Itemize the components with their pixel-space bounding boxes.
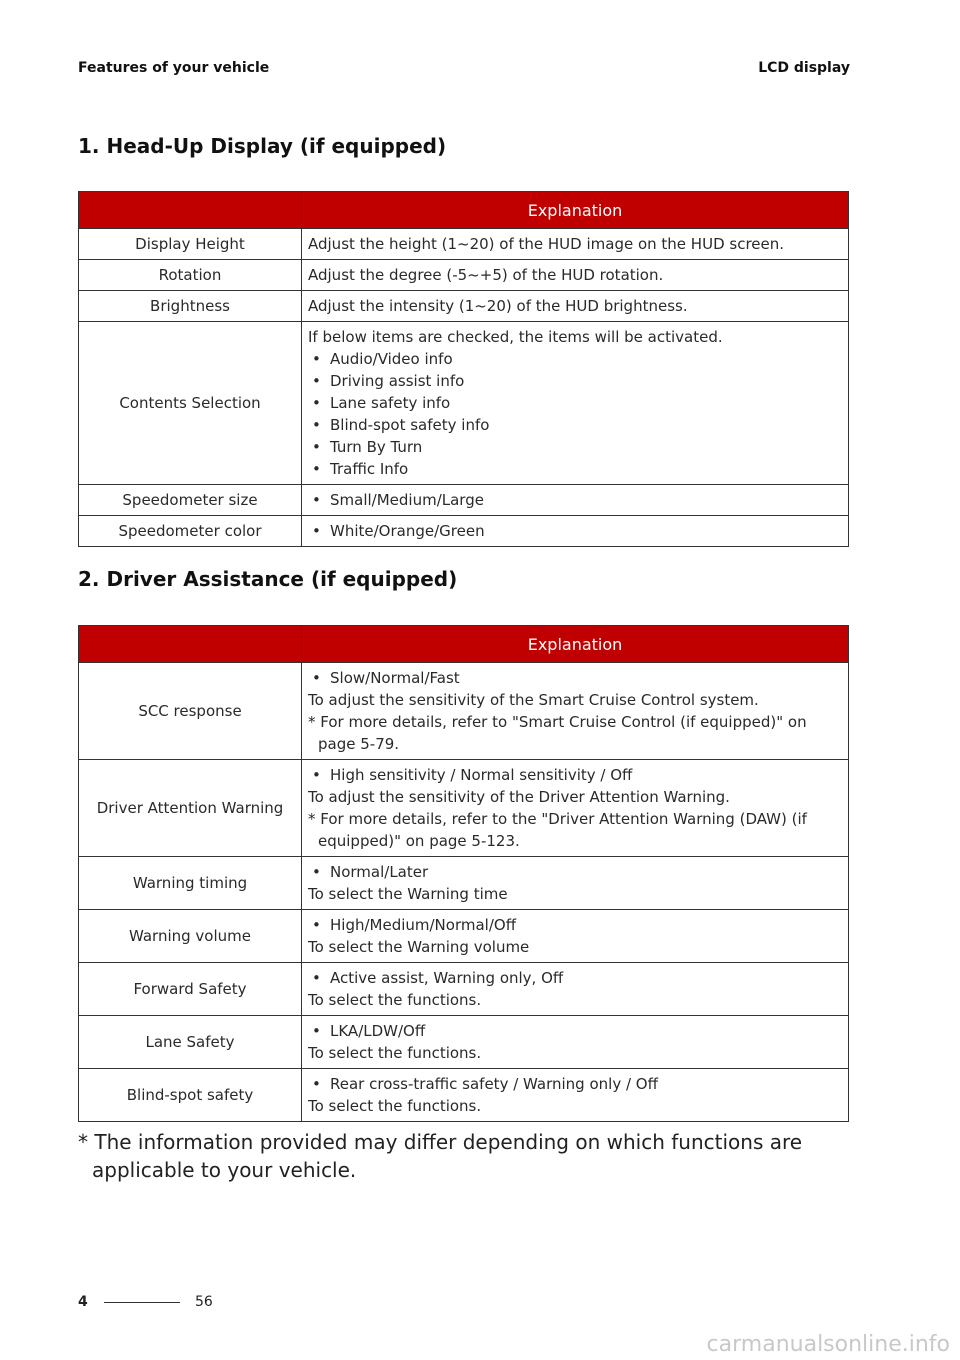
hud-settings-table bbox=[78, 191, 849, 547]
section-title-hud: 1. Head-Up Display (if equipped) bbox=[78, 134, 447, 158]
setting-name: Speedometer size bbox=[79, 485, 302, 516]
footnote: * The information provided may differ depending on which functions are applicable to your vehicle. bbox=[78, 1130, 803, 1182]
setting-name: Warning timing bbox=[79, 857, 302, 910]
setting-explanation bbox=[302, 663, 849, 760]
description-text: To select the functions. bbox=[308, 991, 482, 1009]
table-row bbox=[79, 857, 849, 910]
page-number: 56 bbox=[195, 1294, 213, 1310]
bullet-item: • Turn By Turn bbox=[308, 436, 842, 458]
hud-table-body bbox=[79, 229, 849, 547]
setting-explanation bbox=[302, 963, 849, 1016]
bullet-item: • Blind-spot safety info bbox=[308, 414, 842, 436]
description-text: To adjust the sensitivity of the Driver Attention Warning. bbox=[308, 788, 730, 806]
header-empty-cell bbox=[79, 626, 302, 663]
header-empty-cell bbox=[79, 192, 302, 229]
setting-name: Lane Safety bbox=[79, 1016, 302, 1069]
description-text: To adjust the sensitivity of the Smart Cruise Control system. bbox=[308, 691, 759, 709]
description-text: Adjust the intensity (1~20) of the HUD brightness. bbox=[308, 297, 688, 315]
table-row bbox=[79, 229, 849, 260]
table-row bbox=[79, 963, 849, 1016]
table-row bbox=[79, 260, 849, 291]
setting-name: Forward Safety bbox=[79, 963, 302, 1016]
table-row bbox=[79, 663, 849, 760]
setting-name: Warning volume bbox=[79, 910, 302, 963]
bullet-item: • Audio/Video info bbox=[308, 348, 842, 370]
bullet-item: • Small/Medium/Large bbox=[308, 489, 842, 511]
setting-explanation bbox=[302, 485, 849, 516]
setting-explanation bbox=[302, 857, 849, 910]
setting-name: SCC response bbox=[79, 663, 302, 760]
bullet-item: • White/Orange/Green bbox=[308, 520, 842, 542]
reference-note: * For more details, refer to the "Driver Attention Warning (DAW) (if equipped)" on page 5-123. bbox=[308, 810, 807, 850]
table-row bbox=[79, 322, 849, 485]
bullet-item: • LKA/LDW/Off bbox=[308, 1020, 842, 1042]
setting-explanation bbox=[302, 291, 849, 322]
bullet-item: • Normal/Later bbox=[308, 861, 842, 883]
setting-explanation bbox=[302, 229, 849, 260]
setting-name: Rotation bbox=[79, 260, 302, 291]
header-explanation: Explanation bbox=[302, 192, 849, 229]
footer-divider bbox=[104, 1302, 180, 1303]
bullet-item: • Driving assist info bbox=[308, 370, 842, 392]
setting-name: Driver Attention Warning bbox=[79, 760, 302, 857]
table-row bbox=[79, 760, 849, 857]
setting-explanation bbox=[302, 322, 849, 485]
description-text: Adjust the degree (-5~+5) of the HUD rotation. bbox=[308, 266, 664, 284]
bullet-item: • Traffic Info bbox=[308, 458, 842, 480]
reference-note: * For more details, refer to "Smart Cruise Control (if equipped)" on page 5-79. bbox=[308, 713, 807, 753]
description-text: Adjust the height (1~20) of the HUD image on the HUD screen. bbox=[308, 235, 785, 253]
description-text: To select the functions. bbox=[308, 1044, 482, 1062]
bullet-item: • Slow/Normal/Fast bbox=[308, 667, 842, 689]
running-header-right: LCD display bbox=[758, 60, 850, 76]
bullet-item: • Rear cross-traffic safety / Warning only / Off bbox=[308, 1073, 842, 1095]
chapter-number: 4 bbox=[78, 1294, 88, 1310]
bullet-item: • High sensitivity / Normal sensitivity / Off bbox=[308, 764, 842, 786]
description-text: To select the functions. bbox=[308, 1097, 482, 1115]
setting-explanation bbox=[302, 910, 849, 963]
table-row bbox=[79, 1016, 849, 1069]
setting-explanation bbox=[302, 260, 849, 291]
watermark: carmanualsonline.info bbox=[706, 1332, 950, 1357]
table-row bbox=[79, 516, 849, 547]
bullet-item: • Lane safety info bbox=[308, 392, 842, 414]
table-row bbox=[79, 485, 849, 516]
description-text: If below items are checked, the items will be activated. bbox=[308, 328, 723, 346]
running-header-left: Features of your vehicle bbox=[78, 60, 270, 76]
setting-name: Display Height bbox=[79, 229, 302, 260]
setting-explanation bbox=[302, 516, 849, 547]
table-header-row bbox=[79, 192, 849, 229]
section-title-driver-assistance: 2. Driver Assistance (if equipped) bbox=[78, 567, 458, 591]
setting-explanation bbox=[302, 1069, 849, 1122]
driver-assistance-table bbox=[78, 625, 849, 1122]
setting-name: Speedometer color bbox=[79, 516, 302, 547]
table-row bbox=[79, 910, 849, 963]
bullet-item: • Active assist, Warning only, Off bbox=[308, 967, 842, 989]
description-text: To select the Warning volume bbox=[308, 938, 530, 956]
table-header-row bbox=[79, 626, 849, 663]
setting-name: Blind-spot safety bbox=[79, 1069, 302, 1122]
table-row bbox=[79, 291, 849, 322]
bullet-item: • High/Medium/Normal/Off bbox=[308, 914, 842, 936]
setting-explanation bbox=[302, 1016, 849, 1069]
setting-name: Brightness bbox=[79, 291, 302, 322]
setting-name: Contents Selection bbox=[79, 322, 302, 485]
table-row bbox=[79, 1069, 849, 1122]
driver-assistance-table-body bbox=[79, 663, 849, 1122]
description-text: To select the Warning time bbox=[308, 885, 508, 903]
header-explanation: Explanation bbox=[302, 626, 849, 663]
setting-explanation bbox=[302, 760, 849, 857]
